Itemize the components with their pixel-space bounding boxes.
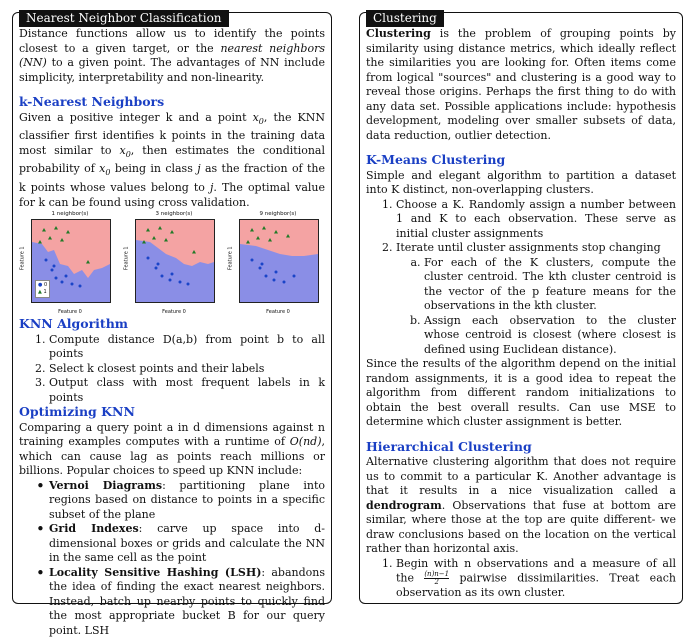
hierarchical-paragraph: Alternative clustering algorithm that does not require us to commit to a particular K. Another advantage is that it results in a nice visualization called a dendrogram. Observations that fuse at bottom are similar, where those at the top are quite different- we draw conclusions based on the location on the vertical rather than horizontal axis. bbox=[366, 455, 676, 555]
plot-svg bbox=[136, 220, 214, 302]
optimizing-knn-heading: Optimizing KNN bbox=[19, 404, 135, 420]
knn-heading: k-Nearest Neighbors bbox=[19, 94, 165, 109]
list-item: • Vernoi Diagrams: partitioning plane into regions based on distance to points in a specific subset of the plane bbox=[49, 479, 325, 523]
figure-title: 3 neighbor(s) bbox=[155, 211, 193, 218]
decision-boundary-plot bbox=[239, 219, 319, 303]
x-axis-label: Feature 0 bbox=[162, 309, 186, 316]
decision-boundary-plot bbox=[135, 219, 215, 303]
x-axis-label: Feature 0 bbox=[266, 309, 290, 316]
kmeans-intro: Simple and elegant algorithm to partition a dataset into K distinct, non-overlapping clusters. bbox=[366, 168, 676, 196]
panel-title: Nearest Neighbor Classification bbox=[19, 10, 229, 27]
legend: ● 0 ▲ 1 bbox=[35, 280, 50, 298]
knn-paragraph: Given a positive integer k and a point $x_0$, the KNN classifier first identifies k points in the training data most similar to $x_0$, then estimates the conditional probability of $x_0$ being in class j as the fraction of the k points whose values belong to j. The optimal value for k can be found using cross validation. bbox=[19, 110, 325, 209]
figure-title: 1 neighbor(s) bbox=[51, 211, 89, 218]
nn-classification-panel bbox=[12, 11, 332, 637]
list-item: 1. Begin with n observations and a measure of all the $\frac{(n)n-1}{2}$ pairwise dissimilarities. Treat each observation as its own cluster. bbox=[396, 557, 676, 601]
intro-paragraph: Distance functions allow us to identify the points closest to a given target, or the nearest neighbors (NN) to a given point. The advantages of NN include simplicity, interpretability and non-linearity. bbox=[19, 27, 325, 84]
knn-figure-2 bbox=[119, 211, 215, 315]
list-item: 3. Output class with most frequent labels in k points bbox=[49, 376, 325, 405]
fraction: $\frac{(n)n-1}{2}$ bbox=[424, 570, 450, 586]
y-axis-label: Feature 1 bbox=[227, 246, 234, 271]
list-item: 1. Choose a K. Randomly assign a number between 1 and K to each observation. These serve as initial cluster assignments bbox=[396, 198, 676, 242]
optimizing-paragraph: Comparing a query point a in d dimensions against n training examples computes with a runtime of O(nd), which can cause lag as points reach millions or billions. Popular choices to speed up KNN include: bbox=[19, 420, 325, 478]
list-item: 2. Select k closest points and their labels bbox=[49, 362, 325, 377]
knn-algorithm-heading: KNN Algorithm bbox=[19, 316, 129, 332]
list-item: a. For each of the K clusters, compute the cluster centroid. The kth cluster centroid is the vector of the p feature means for the observations in the kth cluster. bbox=[424, 256, 676, 314]
plot-svg bbox=[240, 220, 318, 302]
decision-boundary-plot bbox=[31, 219, 111, 303]
intro-paragraph: Clustering is the problem of grouping points by similarity using distance metrics, which ideally reflect the similarities you are looking for. Often items come from logical "sources" and clustering is a good way to reveal those origins. Perhaps the first thing to do with any data set. Possible applications include: hypothesis development, modeling over smaller subsets of data, data reduction, outlier detection. bbox=[366, 27, 676, 142]
y-axis-label: Feature 1 bbox=[123, 246, 130, 271]
clustering-panel bbox=[359, 12, 683, 604]
list-item: b. Assign each observation to the cluster whose centroid is closest (where closest is defined using Euclidean distance). bbox=[424, 314, 676, 358]
hierarchical-steps bbox=[366, 557, 676, 601]
x-axis-label: Feature 0 bbox=[58, 309, 82, 316]
list-item: • Grid Indexes: carve up space into d-dimensional boxes or grids and calculate the NN in the same cell as the point bbox=[49, 522, 325, 566]
list-item: • Locality Sensitive Hashing (LSH): abandons the idea of finding the exact nearest neighbors. Instead, batch up nearby points to quickly find the most appropriate bucket B for our query point. LSH bbox=[49, 566, 325, 638]
y-axis-label: Feature 1 bbox=[19, 246, 26, 271]
panel-content bbox=[366, 27, 676, 601]
panel-title: Clustering bbox=[366, 10, 444, 27]
hierarchical-heading: Hierarchical Clustering bbox=[366, 438, 532, 454]
knn-figure-3 bbox=[223, 211, 319, 315]
kmeans-heading: K-Means Clustering bbox=[366, 152, 506, 167]
panel-content bbox=[19, 27, 325, 638]
figure-title: 9 neighbor(s) bbox=[259, 211, 297, 218]
list-item: 1. Compute distance D(a,b) from point b to all points bbox=[49, 333, 325, 362]
knn-figures bbox=[19, 211, 325, 315]
kmeans-steps bbox=[366, 198, 676, 358]
knn-figure-1 bbox=[15, 211, 111, 315]
list-item: 2. Iterate until cluster assignments stop changing a. For each of the K clusters, compute the cluster centroid. The kth cluster centroid is the vector of the p feature means for the observations in the kth cluster. b. Assign each observation to the cluster whose centroid is closest (where closest is defined using Euclidean distance). bbox=[396, 241, 676, 357]
speedup-list bbox=[19, 479, 325, 638]
knn-algorithm-steps bbox=[19, 333, 325, 406]
kmeans-outro: Since the results of the algorithm depend on the initial random assignments, it is a good idea to repeat the algorithm from different random initializations to obtain the best overall results. Can use MSE to determine which cluster assignment is better. bbox=[366, 357, 676, 428]
kmeans-substeps bbox=[396, 256, 676, 358]
